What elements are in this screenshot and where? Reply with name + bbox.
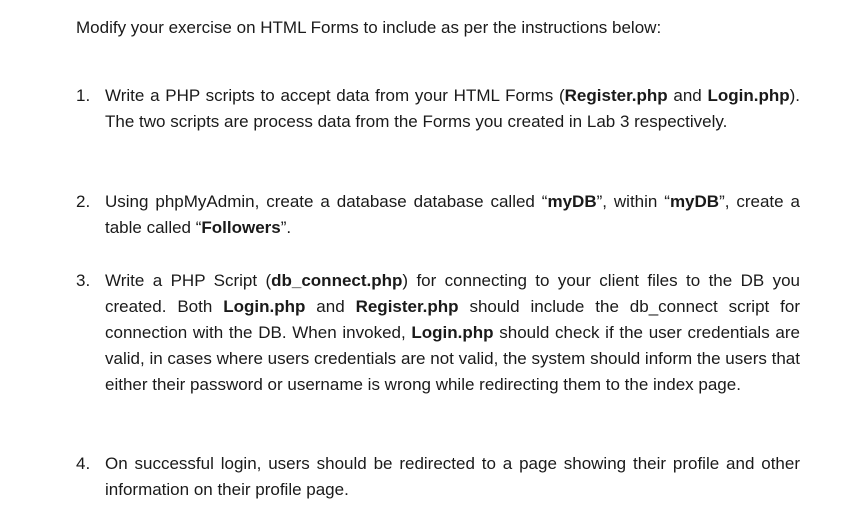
list-item-number: 2. [76,192,91,211]
bold-text-run: Login.php [411,323,494,342]
bold-text-run: myDB [669,192,720,211]
list-item-number: 4. [76,454,91,473]
list-item-body [105,83,800,135]
bold-text-run: Login.php [223,297,306,316]
text-run: ”. [280,218,292,237]
text-run: ”, within “ [596,192,670,211]
bold-text-run: myDB [547,192,597,211]
text-run: ”, create a table called “ [105,192,800,237]
bold-text-run: db_connect.php [271,271,403,290]
bold-text-run: Register.php [564,86,668,105]
text-run: and [305,297,356,316]
list-item-body [105,268,800,398]
list-item-2 [76,189,800,241]
bold-text-run: Login.php [707,86,790,105]
list-item-body [105,189,800,241]
text-run: Write a PHP Script ( [105,271,272,290]
text-run: and [667,86,708,105]
list-item-body [105,451,800,503]
bold-text-run: Register.php [355,297,459,316]
text-run: Write a PHP scripts to accept data from your HTML Forms ( [105,86,565,105]
list-item-4 [76,451,800,503]
text-run: ) for connecting to your client files to the DB you created. Both [105,271,800,316]
list-item-number: 1. [76,86,91,105]
bold-text-run: Followers [201,218,281,237]
text-run: ). The two scripts are process data from the Forms you created in Lab 3 respectively. [105,86,801,131]
text-run: On successful login, users should be redirected to a page showing their profile and other information on their profile page. [105,454,800,499]
list-item-1 [76,83,800,135]
text-run: should include the db_connect script for connection with the DB. When invoked, [105,297,800,342]
list-item-3 [76,268,800,398]
text-run: Using phpMyAdmin, create a database database called “ [105,192,548,211]
text-run: should check if the user credentials are valid, in cases where users credentials are not valid, the system should inform the users that either their password or username is wrong while redirecting them to the index page. [105,323,800,394]
list-item-number: 3. [76,271,91,290]
intro-text: Modify your exercise on HTML Forms to include as per the instructions below: [76,18,662,37]
